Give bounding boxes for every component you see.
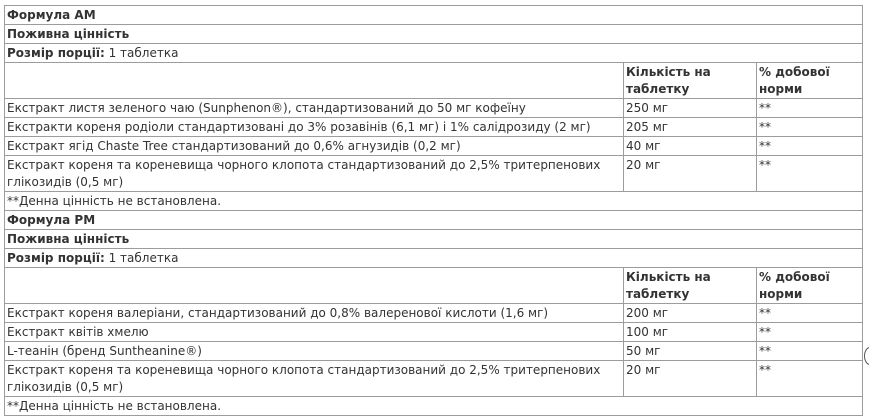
table-row	[5, 156, 863, 192]
section-title: Формула AM	[5, 6, 863, 25]
ingredient-amount: 20 мг	[624, 156, 757, 192]
table-row	[5, 304, 863, 323]
ingredient-name: Екстракт кореня та кореневища чорного клопота стандартизований до 2,5% тритерпенових глікозидів (0,5 мг)	[5, 156, 624, 192]
edge-widget-icon[interactable]	[864, 347, 869, 365]
ingredient-daily-value: **	[757, 118, 863, 137]
ingredient-daily-value: **	[757, 304, 863, 323]
ingredient-name: Екстракт квітів хмелю	[5, 323, 624, 342]
table-row	[5, 342, 863, 361]
section-title-row	[5, 6, 863, 25]
ingredient-amount: 200 мг	[624, 304, 757, 323]
table-row	[5, 323, 863, 342]
footnote-row	[5, 397, 863, 416]
ingredient-name: Екстракт кореня валеріани, стандартизований до 0,8% валеренової кислоти (1,6 мг)	[5, 304, 624, 323]
column-header-row	[5, 268, 863, 304]
serving-size-label: Розмір порції:	[7, 251, 105, 265]
ingredient-name: Екстракти кореня родіоли стандартизовані до 3% розавінів (6,1 мг) і 1% салідрозиду (2 мг)	[5, 118, 624, 137]
nutrition-facts-table	[4, 5, 863, 416]
table-row	[5, 137, 863, 156]
serving-size-value: 1 таблетка	[108, 46, 179, 60]
serving-size	[5, 249, 863, 268]
table-row	[5, 118, 863, 137]
ingredient-daily-value: **	[757, 342, 863, 361]
ingredient-amount: 20 мг	[624, 361, 757, 397]
ingredient-name: Екстракт листя зеленого чаю (Sunphenon®), стандартизований до 50 мг кофеїну	[5, 99, 624, 118]
empty-header-cell	[5, 63, 624, 99]
section-title-row	[5, 211, 863, 230]
daily-value-column-header: % добової норми	[757, 268, 863, 304]
serving-size-label: Розмір порції:	[7, 46, 105, 60]
empty-header-cell	[5, 268, 624, 304]
ingredient-daily-value: **	[757, 99, 863, 118]
ingredient-daily-value: **	[757, 361, 863, 397]
serving-size-row	[5, 44, 863, 63]
footnote: **Денна цінність не встановлена.	[5, 192, 863, 211]
amount-column-header: Кількість на таблетку	[624, 63, 757, 99]
ingredient-amount: 205 мг	[624, 118, 757, 137]
serving-size-value: 1 таблетка	[108, 251, 179, 265]
daily-value-column-header: % добової норми	[757, 63, 863, 99]
ingredient-name: Екстракт ягід Chaste Tree стандартизований до 0,6% агнузидів (0,2 мг)	[5, 137, 624, 156]
ingredient-name: Екстракт кореня та кореневища чорного клопота стандартизований до 2,5% тритерпенових глікозидів (0,5 мг)	[5, 361, 624, 397]
ingredient-name: L-теанін (бренд Suntheanine®)	[5, 342, 624, 361]
nutrition-label-row	[5, 25, 863, 44]
nutrition-label: Поживна цінність	[5, 25, 863, 44]
ingredient-daily-value: **	[757, 137, 863, 156]
ingredient-amount: 40 мг	[624, 137, 757, 156]
nutrition-label: Поживна цінність	[5, 230, 863, 249]
ingredient-daily-value: **	[757, 156, 863, 192]
ingredient-amount: 250 мг	[624, 99, 757, 118]
serving-size	[5, 44, 863, 63]
footnote: **Денна цінність не встановлена.	[5, 397, 863, 416]
nutrition-label-row	[5, 230, 863, 249]
table-row	[5, 361, 863, 397]
ingredient-amount: 50 мг	[624, 342, 757, 361]
serving-size-row	[5, 249, 863, 268]
column-header-row	[5, 63, 863, 99]
section-title: Формула PM	[5, 211, 863, 230]
ingredient-daily-value: **	[757, 323, 863, 342]
amount-column-header: Кількість на таблетку	[624, 268, 757, 304]
footnote-row	[5, 192, 863, 211]
ingredient-amount: 100 мг	[624, 323, 757, 342]
table-row	[5, 99, 863, 118]
